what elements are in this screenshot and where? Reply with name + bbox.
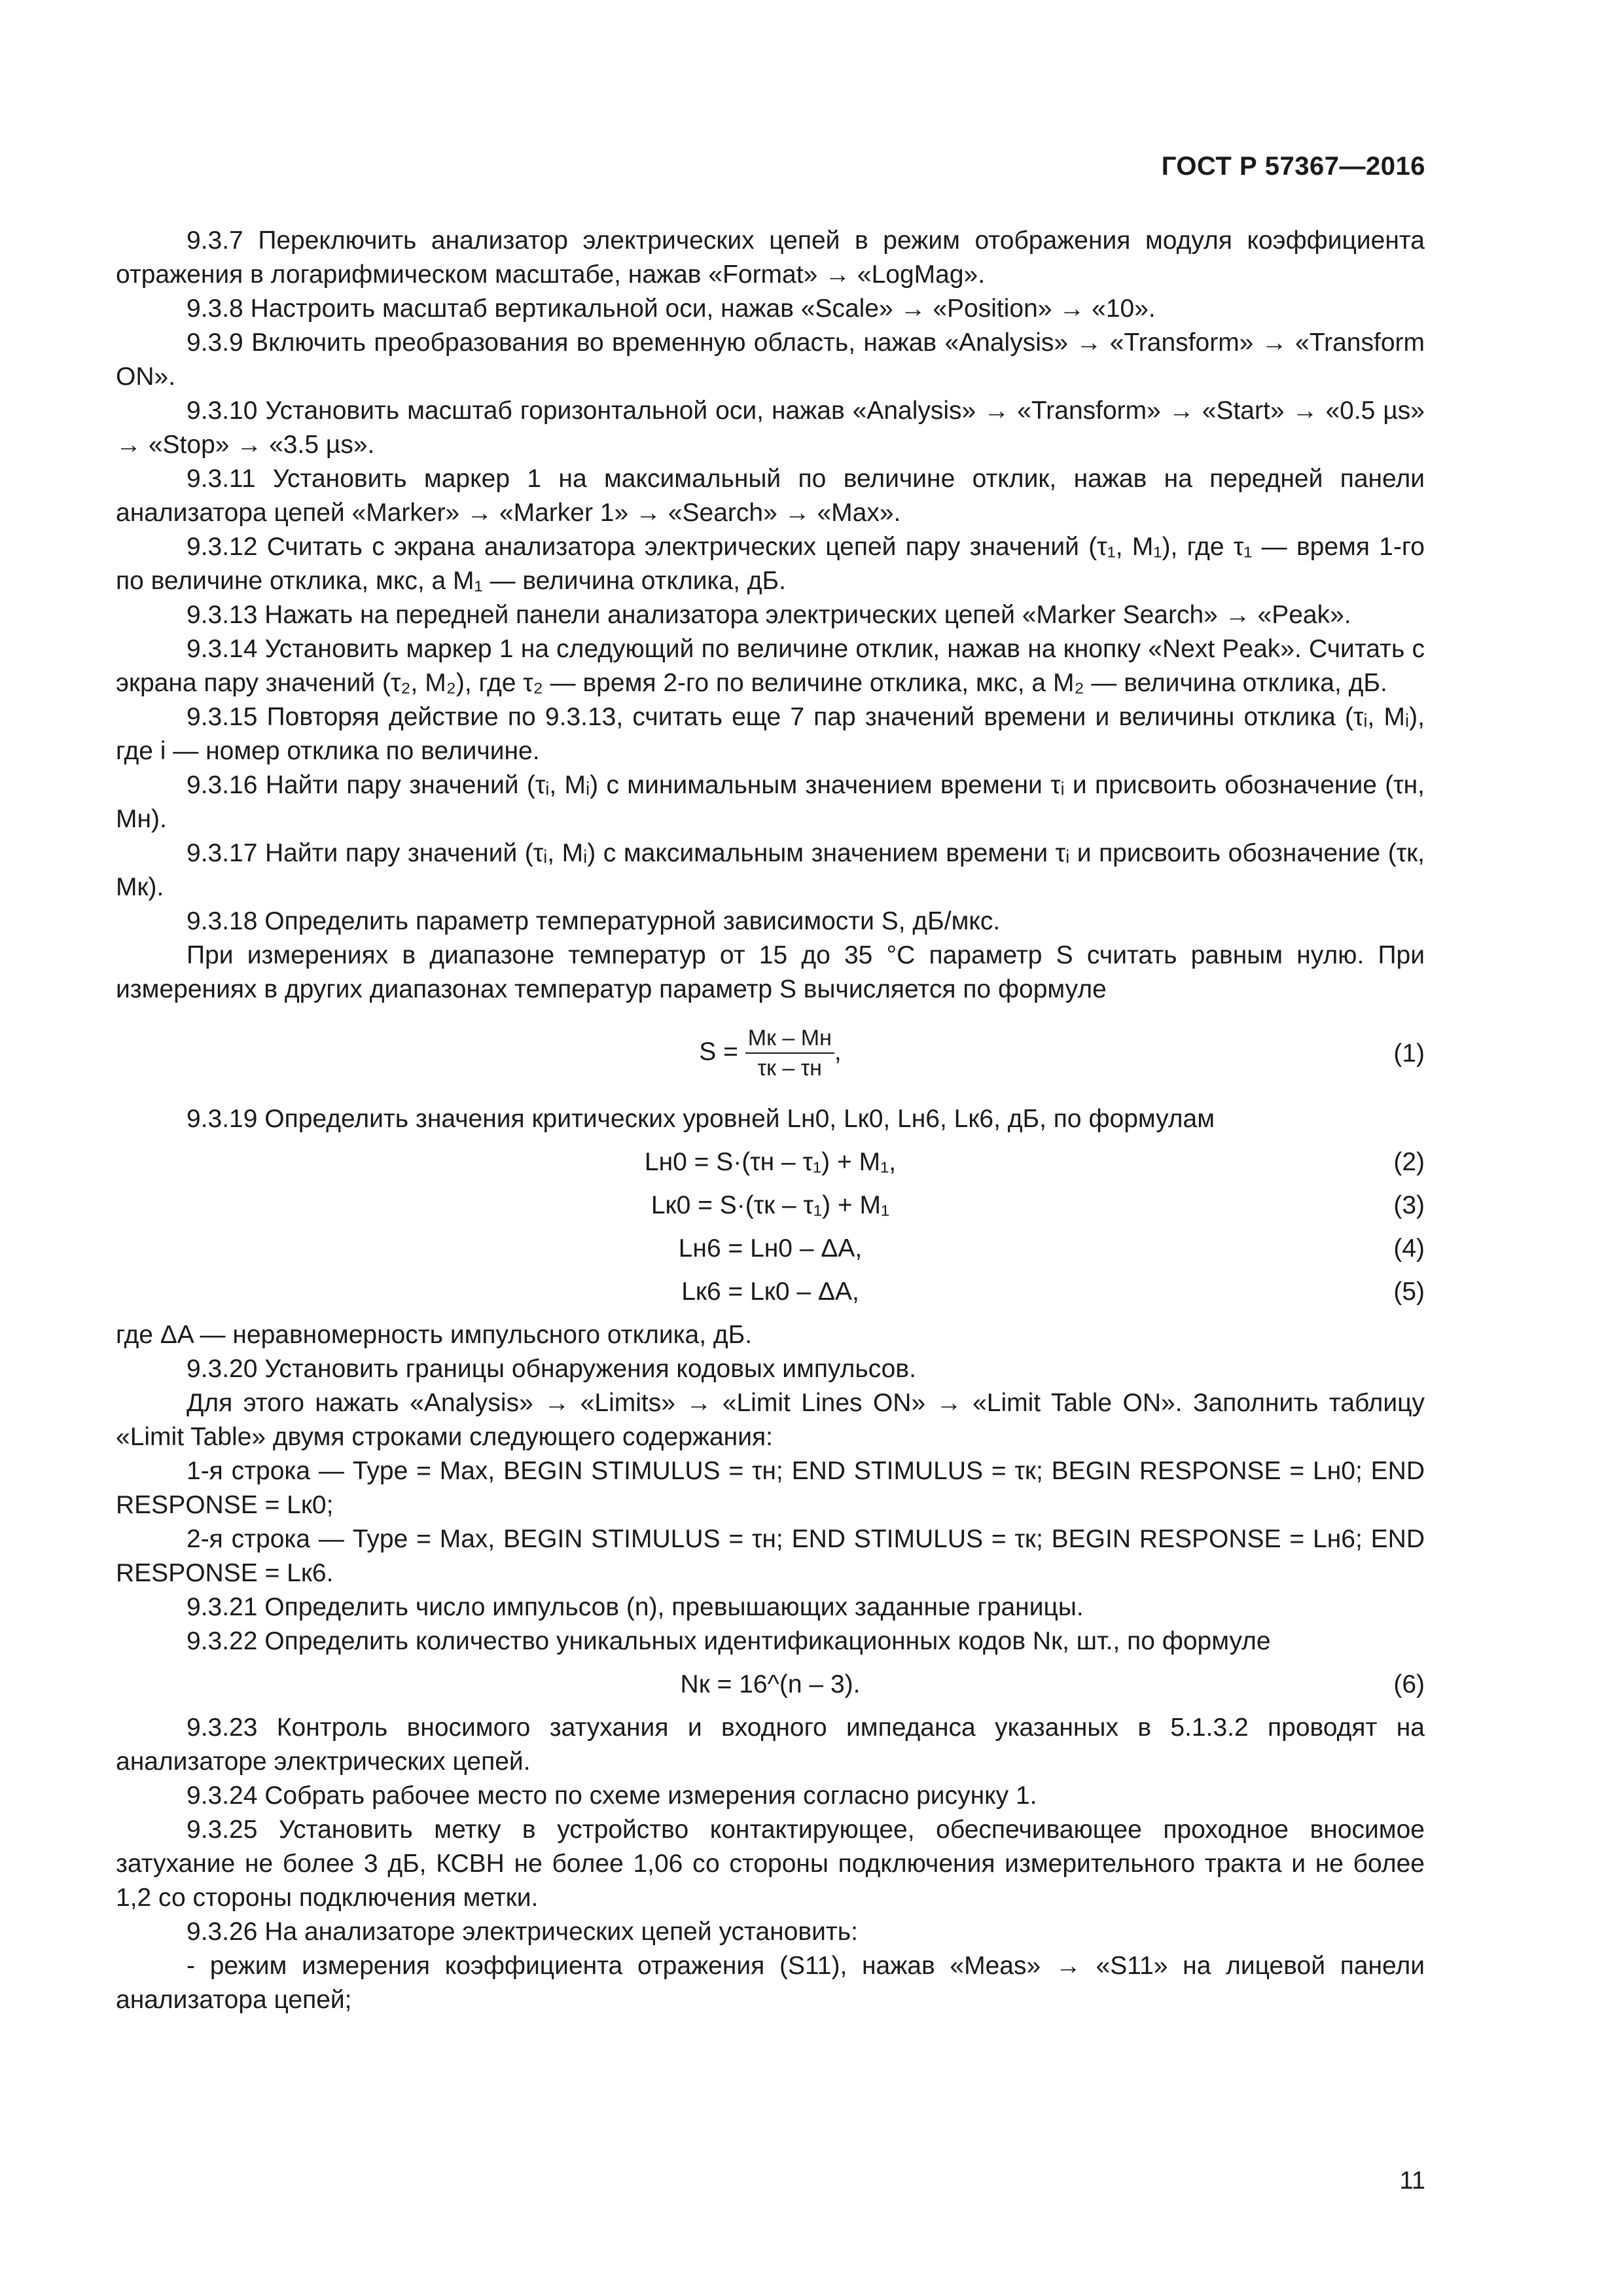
paragraph-9-3-26: 9.3.26 На анализаторе электрических цепей установить: [187, 1918, 858, 1946]
paragraph-9-3-17: 9.3.17 Найти пару значений (τᵢ, Mᵢ) с максимальным значением времени τᵢ и присвоить обозначение (τк, Mк). [116, 839, 1425, 901]
formula-4-number: (4) [1393, 1234, 1425, 1263]
formula-6-expression: Nк = 16^(n – 3). [680, 1670, 861, 1698]
paragraph-9-3-23: 9.3.23 Контроль вносимого затухания и входного импеданса указанных в 5.1.3.2 проводят на анализаторе электрических цепей. [116, 1713, 1425, 1776]
paragraph-9-3-11: 9.3.11 Установить маркер 1 на максимальный по величине отклик, нажав на передней панели анализатора цепей «Marker» → «Marker 1» → «Search» → «Max». [116, 465, 1425, 527]
paragraph-9-3-18: 9.3.18 Определить параметр температурной зависимости S, дБ/мкс. [187, 907, 1001, 935]
paragraph-limits: Для этого нажать «Analysis» → «Limits» → «Limit Lines ON» → «Limit Table ON». Заполнить таблицу «Limit Table» двумя строками следующего содержания: [116, 1389, 1425, 1451]
paragraph-9-3-13: 9.3.13 Нажать на передней панели анализатора электрических цепей «Marker Search» → «Peak». [187, 601, 1351, 629]
paragraph-s11-mode: - режим измерения коэффициента отражения (S11), нажав «Meas» → «S11» на лицевой панели анализатора цепей; [116, 1952, 1425, 2014]
paragraph-9-3-19: 9.3.19 Определить значения критических уровней Lн0, Lк0, Lн6, Lк6, дБ, по формулам [187, 1105, 1215, 1133]
paragraph-9-3-16: 9.3.16 Найти пару значений (τᵢ, Mᵢ) с минимальным значением времени τᵢ и присвоить обозначение (τн, Mн). [116, 771, 1425, 833]
formula-5 [116, 1275, 1425, 1309]
paragraph-9-3-15: 9.3.15 Повторяя действие по 9.3.13, считать еще 7 пар значений времени и величины отклика (τᵢ, Mᵢ), где i — номер отклика по величине. [116, 703, 1425, 765]
paragraph-9-3-21: 9.3.21 Определить число импульсов (n), превышающих заданные границы. [187, 1593, 1084, 1621]
formula-3-number: (3) [1393, 1191, 1425, 1219]
paragraph-s-parameter: При измерениях в диапазоне температур от 15 до 35 °С параметр S считать равным нулю. При измерениях в других диапазонах температур параметр S вычисляется по формуле [116, 941, 1425, 1003]
formula-5-expression: Lк6 = Lк0 – ΔA, [681, 1278, 859, 1306]
formula-1-tail: , [834, 1037, 842, 1066]
paragraph-9-3-14: 9.3.14 Установить маркер 1 на следующий по величине отклик, нажав на кнопку «Next Peak». Считать с экрана пару значений (τ₂, M₂), где τ₂ — время 2-го по величине отклика, мкс, а M₂ — величина отклика, дБ. [116, 635, 1425, 697]
formula-6-number: (6) [1393, 1670, 1425, 1698]
formula-3-expression: Lк0 = S·(τк – τ₁) + M₁ [651, 1191, 890, 1219]
paragraph-9-3-8: 9.3.8 Настроить масштаб вертикальной оси, нажав «Scale» → «Position» → «10». [187, 295, 1156, 323]
paragraph-9-3-9: 9.3.9 Включить преобразования во временную область, нажав «Analysis» → «Transform» → «Transform ON». [116, 329, 1425, 391]
formula-5-number: (5) [1393, 1278, 1425, 1306]
paragraph-9-3-7: 9.3.7 Переключить анализатор электрических цепей в режим отображения модуля коэффициента отражения в логарифмическом масштабе, нажав «Format» → «LogMag». [116, 226, 1425, 289]
formula-4 [116, 1232, 1425, 1266]
paragraph-9-3-20: 9.3.20 Установить границы обнаружения кодовых импульсов. [187, 1355, 916, 1383]
formula-2-number: (2) [1393, 1148, 1425, 1176]
formula-1 [116, 1013, 1425, 1097]
formula-2-expression: Lн0 = S·(τн – τ₁) + M₁, [644, 1148, 897, 1176]
document-header: ГОСТ Р 57367—2016 [1161, 152, 1425, 181]
paragraph-9-3-10: 9.3.10 Установить масштаб горизонтальной оси, нажав «Analysis» → «Transform» → «Start» → «0.5 µs» → «Stop» → «3.5 µs». [116, 397, 1425, 459]
paragraph-row-2: 2-я строка — Type = Max, BEGIN STIMULUS = τн; END STIMULUS = τк; BEGIN RESPONSE = Lн6; END RESPONSE = Lк6. [116, 1525, 1425, 1587]
page-number: 11 [1399, 2167, 1425, 2195]
document-body [116, 224, 1425, 2017]
formula-3 [116, 1189, 1425, 1223]
paragraph-9-3-12: 9.3.12 Считать с экрана анализатора электрических цепей пару значений (τ₁, M₁), где τ₁ — время 1-го по величине отклика, мкс, а M₁ — величина отклика, дБ. [116, 533, 1425, 595]
paragraph-row-1: 1-я строка — Type = Max, BEGIN STIMULUS = τн; END STIMULUS = τк; BEGIN RESPONSE = Lн0; END RESPONSE = Lк0; [116, 1457, 1425, 1519]
paragraph-delta-a: где ΔA — неравномерность импульсного отклика, дБ. [116, 1321, 753, 1349]
formula-1-denominator: τк – τн [757, 1056, 822, 1081]
formula-1-numerator: Mк – Mн [745, 1025, 834, 1054]
paragraph-9-3-22: 9.3.22 Определить количество уникальных идентификационных кодов Nк, шт., по формуле [187, 1627, 1271, 1655]
formula-2 [116, 1145, 1425, 1179]
formula-1-lhs: S = [699, 1037, 738, 1066]
formula-1-fraction [745, 1025, 834, 1081]
formula-4-expression: Lн6 = Lн0 – ΔA, [678, 1234, 863, 1263]
formula-6 [116, 1668, 1425, 1702]
paragraph-9-3-24: 9.3.24 Собрать рабочее место по схеме измерения согласно рисунку 1. [187, 1782, 1037, 1810]
paragraph-9-3-25: 9.3.25 Установить метку в устройство контактирующее, обеспечивающее проходное вносимое затухание не более 3 дБ, КСВН не более 1,06 со стороны подключения измерительного тракта и не более 1,2 со стороны подключения метки. [116, 1816, 1425, 1912]
formula-1-number: (1) [1393, 1039, 1425, 1067]
